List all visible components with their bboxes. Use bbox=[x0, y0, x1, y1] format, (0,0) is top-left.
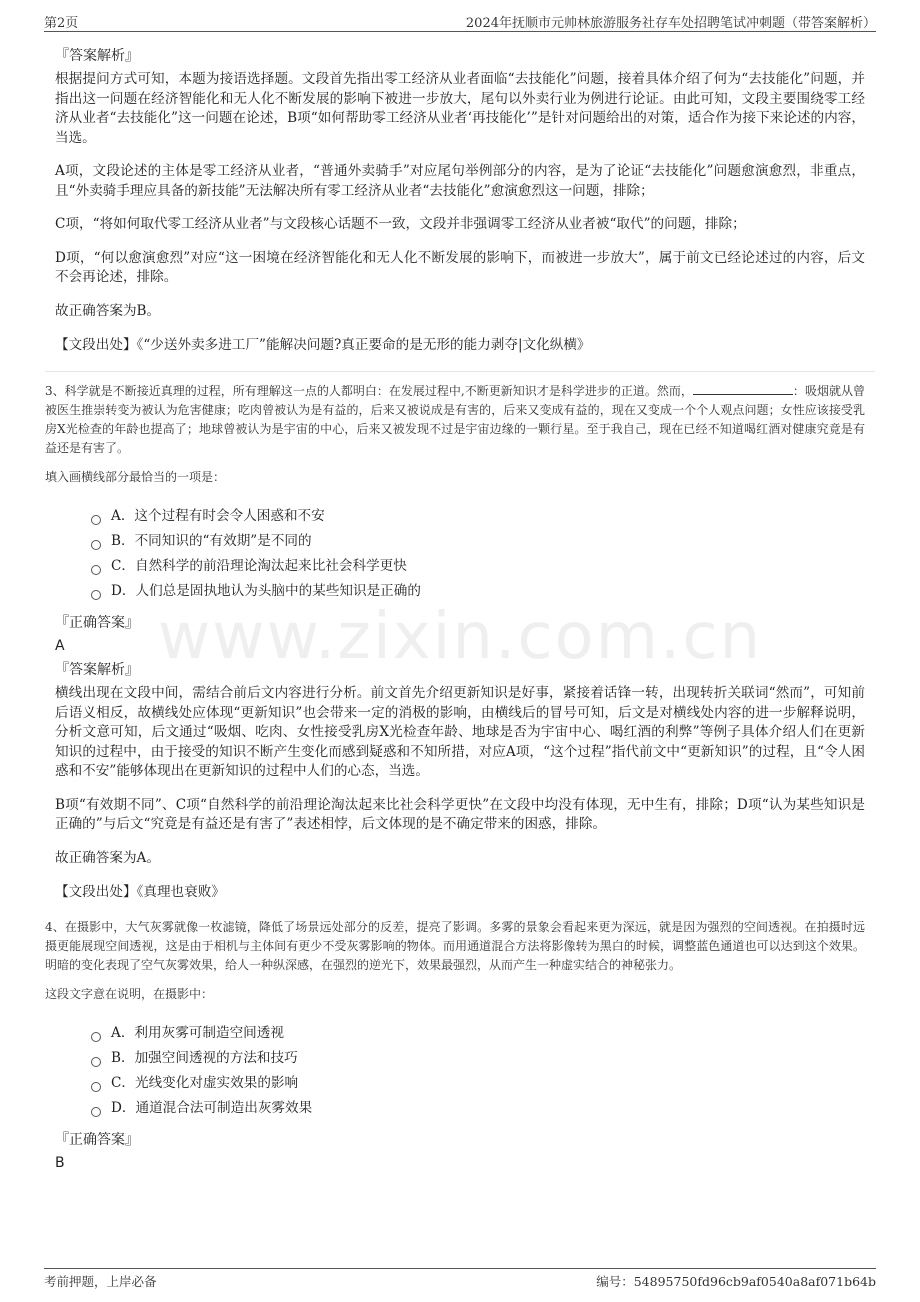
option-label: D．通道混合法可制造出灰雾效果 bbox=[111, 1100, 313, 1116]
q3-analysis-tag: 『答案解析』 bbox=[55, 662, 139, 678]
page-number: 第2页 bbox=[44, 16, 79, 31]
radio-icon[interactable] bbox=[91, 590, 101, 600]
q4-answer-tag: 『正确答案』 bbox=[55, 1132, 139, 1148]
fill-blank bbox=[693, 382, 793, 395]
option-label: B．加强空间透视的方法和技巧 bbox=[111, 1050, 298, 1066]
q3-stem bbox=[45, 382, 865, 458]
q2-conclusion: 故正确答案为B。 bbox=[55, 302, 161, 319]
q3-source: 【文段出处】《真理也衰败》 bbox=[55, 884, 225, 900]
q2-analysis-para: C项，“将如何取代零工经济从业者”与文段核心话题不一致，文段并非强调零工经济从业者被“取代”的问题，排除； bbox=[55, 216, 746, 232]
q3-analysis-para: B项“有效期不同”、C项“自然科学的前沿理论淘汰起来比社会科学更快”在文段中均没有体现，无中生有，排除；D项“认为某些知识是正确的”与后文“究竟是有益还是有害了”表述相悖，后文体现的是不确定带来的困惑，排除。 bbox=[55, 796, 865, 832]
q4-options bbox=[91, 1021, 865, 1121]
q3-options bbox=[91, 504, 865, 604]
q3-option-d[interactable] bbox=[91, 579, 865, 604]
q3-option-a[interactable] bbox=[91, 504, 865, 529]
document-title: 2024年抚顺市元帅林旅游服务社存车处招聘笔试冲刺题（带答案解析） bbox=[465, 16, 876, 31]
radio-icon[interactable] bbox=[91, 565, 101, 575]
q3-stem-after: ：吸烟就从曾被医生推崇转变为被认为危害健康；吃肉曾被认为是有益的，后来又被说成是有害的，后来又变成有益的，现在又变成一个个人观点问题；女性应该接受乳房X光检查的年龄也提高了；地球曾被认为是宇宙的中心，后来又被发现不过是宇宙边缘的一颗行星。至于我自己，现在已经不知道喝红酒对健康究竟是有益还是有害了。 bbox=[45, 384, 865, 455]
header-divider bbox=[44, 31, 876, 32]
option-label: A．利用灰雾可制造空间透视 bbox=[111, 1025, 284, 1041]
q3-option-c[interactable] bbox=[91, 554, 865, 579]
q2-analysis-tag: 『答案解析』 bbox=[55, 48, 139, 64]
radio-icon[interactable] bbox=[91, 515, 101, 525]
radio-icon[interactable] bbox=[91, 1107, 101, 1117]
q3-analysis-para: 横线出现在文段中间，需结合前后文内容进行分析。前文首先介绍更新知识是好事，紧接着话锋一转，出现转折关联词“然而”，可知前后语义相反，故横线处应体现“更新知识”也会带来一定的消极的影响，由横线后的冒号可知，后文是对横线处内容的进一步解释说明，分析文意可知，后文通过“吸烟、吃肉、女性接受乳房X光检查年龄、地球是否为宇宙中心、喝红酒的利弊”等例子具体介绍人们在更新知识的过程中，由于接受的知识不断产生变化而感到疑惑和不知所措，对应A项，“这个过程”指代前文中“更新知识”的过程，且“令人困惑和不安”能够体现出在更新知识的过程中人们的心态，当选。 bbox=[55, 685, 865, 779]
q4-prompt: 这段文字意在说明，在摄影中： bbox=[45, 987, 214, 1001]
q4-option-a[interactable] bbox=[91, 1021, 865, 1046]
q3-answer: A bbox=[55, 638, 65, 654]
option-label: C．光线变化对虚实效果的影响 bbox=[111, 1075, 299, 1091]
q4-option-b[interactable] bbox=[91, 1046, 865, 1071]
option-label: C．自然科学的前沿理论淘汰起来比社会科学更快 bbox=[111, 558, 407, 574]
radio-icon[interactable] bbox=[91, 540, 101, 550]
page-content bbox=[45, 44, 865, 1177]
radio-icon[interactable] bbox=[91, 1032, 101, 1042]
q3-conclusion: 故正确答案为A。 bbox=[55, 849, 160, 866]
q2-analysis-para: A项，文段论述的主体是零工经济从业者，“普通外卖骑手”对应尾句举例部分的内容，是为了论证“去技能化”问题愈演愈烈，非重点，且“外卖骑手理应具备的新技能”无法解决所有零工经济从业者“去技能化”愈演愈烈这一问题，排除； bbox=[55, 163, 865, 199]
option-label: D．人们总是固执地认为头脑中的某些知识是正确的 bbox=[111, 583, 421, 599]
q2-analysis-para: 根据提问方式可知，本题为接语选择题。文段首先指出零工经济从业者面临“去技能化”问题，接着具体介绍了何为“去技能化”问题，并指出这一问题在经济智能化和无人化不断发展的影响下被进一步放大，尾句以外卖行业为例进行论证。由此可知，文段主要围绕零工经济从业者“去技能化”这一问题在论述，B项“如何帮助零工经济从业者‘再技能化’”是针对问题给出的对策，适合作为接下来论述的内容，当选。 bbox=[55, 71, 865, 146]
q2-analysis-para: D项，“何以愈演愈烈”对应“这一困境在经济智能化和无人化不断发展的影响下，而被进一步放大”，属于前文已经论述过的内容，后文不会再论述，排除。 bbox=[55, 249, 865, 285]
radio-icon[interactable] bbox=[91, 1082, 101, 1092]
question-divider bbox=[45, 371, 875, 372]
footer-divider bbox=[44, 1268, 876, 1269]
radio-icon[interactable] bbox=[91, 1057, 101, 1067]
q4-option-c[interactable] bbox=[91, 1071, 865, 1096]
q3-stem-before: 3、科学就是不断接近真理的过程，所有理解这一点的人都明白：在发展过程中,不断更新知识才是科学进步的正道。然而， bbox=[45, 384, 693, 398]
watermark: www.zixin.com.cn bbox=[157, 600, 763, 674]
footer-slogan: 考前押题，上岸必备 bbox=[44, 1274, 157, 1289]
q4-option-d[interactable] bbox=[91, 1096, 865, 1121]
q2-source: 【文段出处】《“少送外卖多进工厂”能解决问题?真正要命的是无形的能力剥夺|文化纵横》 bbox=[55, 337, 591, 353]
option-label: B．不同知识的“有效期”是不同的 bbox=[111, 533, 312, 549]
q4-answer: B bbox=[55, 1155, 65, 1171]
q3-answer-tag: 『正确答案』 bbox=[55, 615, 139, 631]
option-label: A．这个过程有时会令人困惑和不安 bbox=[111, 508, 325, 524]
q3-option-b[interactable] bbox=[91, 529, 865, 554]
document-id: 编号：54895750fd96cb9af0540a8af071b64b bbox=[596, 1274, 876, 1289]
q3-prompt: 填入画横线部分最恰当的一项是： bbox=[45, 470, 226, 484]
q4-stem: 4、在摄影中，大气灰雾就像一枚滤镜，降低了场景远处部分的反差，提亮了影调。多雾的景象会看起来更为深远，就是因为强烈的空间透视。在拍摄时远摄更能展现空间透视，这是由于相机与主体间有更少不受灰雾影响的物体。而用通道混合方法将影像转为黑白的时候，调整蓝色通道也可以达到这个效果。明暗的变化表现了空气灰雾效果，给人一种纵深感，在强烈的逆光下，效果最强烈，从而产生一种虚实结合的神秘张力。 bbox=[45, 920, 865, 972]
